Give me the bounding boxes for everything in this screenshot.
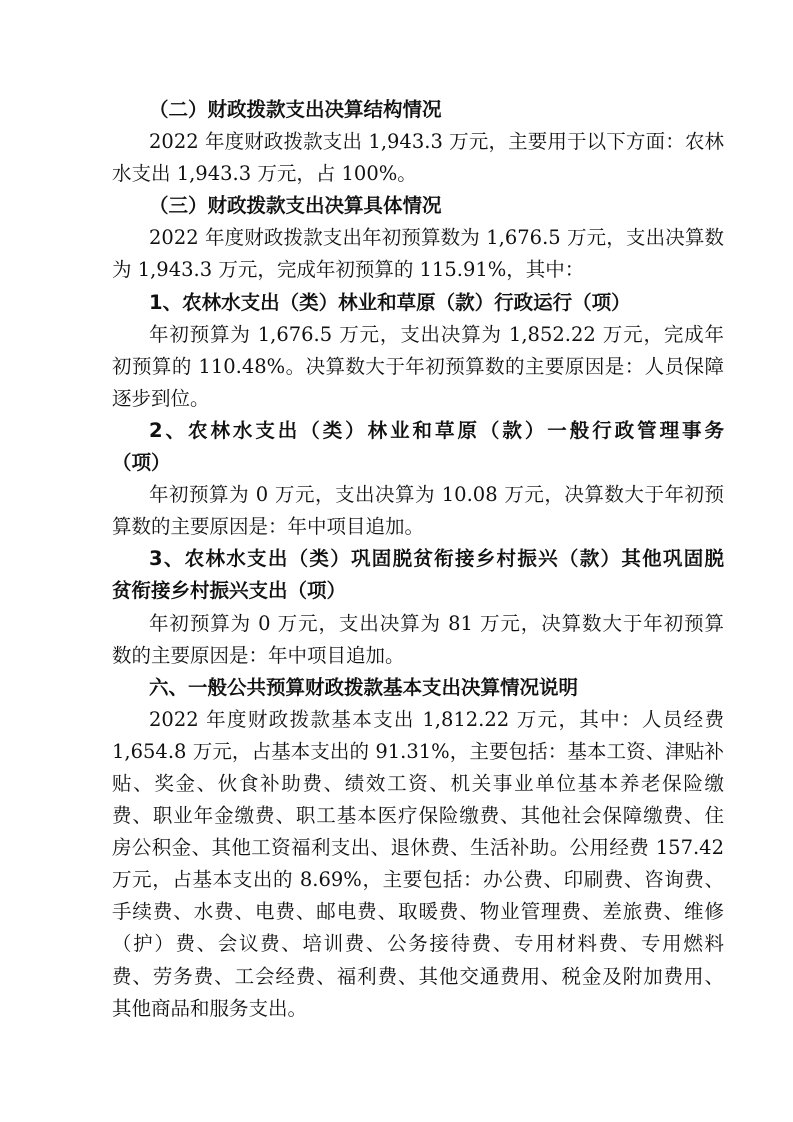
paragraph-line: 2022 年度财政拨款支出 1,943.3 万元，主要用于以下方面：农林 xyxy=(149,130,724,154)
paragraph-line: 费、职业年金缴费、职工基本医疗保险缴费、其他社会保障缴费、住 xyxy=(112,804,724,828)
paragraph-line: 房公积金、其他工资福利支出、退休费、生活补助。公用经费 157.42 xyxy=(112,836,724,860)
section-heading-line: 2、农林水支出（类）林业和草原（款）一般行政管理事务 xyxy=(149,418,724,442)
document-page xyxy=(112,94,724,1025)
section-heading-line: 六、一般公共预算财政拨款基本支出决算情况说明 xyxy=(149,675,579,699)
section-heading-line: 1、农林水支出（类）林业和草原（款）行政运行（项） xyxy=(149,290,631,314)
paragraph-line: 手续费、水费、电费、邮电费、取暖费、物业管理费、差旅费、维修 xyxy=(112,900,724,924)
paragraph-line: 数的主要原因是：年中项目追加。 xyxy=(112,643,405,667)
paragraph-line: 费、劳务费、工会经费、福利费、其他交通费用、税金及附加费用、 xyxy=(112,964,724,988)
section-heading-line: （二）财政拨款支出决算结构情况 xyxy=(149,98,442,121)
section-heading-line: 贫衔接乡村振兴支出（项） xyxy=(112,579,347,603)
paragraph-line: 万元，占基本支出的 8.69%，主要包括：办公费、印刷费、咨询费、 xyxy=(112,868,724,892)
paragraph-line: 其他商品和服务支出。 xyxy=(112,996,308,1020)
section-heading-line: （三）财政拨款支出决算具体情况 xyxy=(149,194,442,218)
paragraph-line: 2022 年度财政拨款支出年初预算数为 1,676.5 万元，支出决算数 xyxy=(149,226,724,250)
paragraph-line: 年初预算为 0 万元，支出决算为 81 万元，决算数大于年初预算 xyxy=(149,611,724,635)
paragraph-line: （护）费、会议费、培训费、公务接待费、专用材料费、专用燃料 xyxy=(112,932,724,956)
paragraph-line: 年初预算为 1,676.5 万元，支出决算为 1,852.22 万元，完成年 xyxy=(149,322,724,346)
paragraph-line: 为 1,943.3 万元，完成年初预算的 115.91%，其中： xyxy=(112,258,585,282)
paragraph-line: 1,654.8 万元，占基本支出的 91.31%，主要包括：基本工资、津贴补 xyxy=(112,739,724,763)
paragraph-line: 初预算的 110.48%。决算数大于年初预算数的主要原因是：人员保障 xyxy=(112,354,724,378)
section-heading-line: （项） xyxy=(112,451,171,475)
paragraph-line: 年初预算为 0 万元，支出决算为 10.08 万元，决算数大于年初预 xyxy=(149,483,724,507)
paragraph-line: 2022 年度财政拨款基本支出 1,812.22 万元，其中：人员经费 xyxy=(149,707,724,731)
paragraph-line: 逐步到位。 xyxy=(112,386,210,410)
paragraph-line: 水支出 1,943.3 万元，占 100%。 xyxy=(112,162,417,186)
section-heading-line: 3、农林水支出（类）巩固脱贫衔接乡村振兴（款）其他巩固脱 xyxy=(149,547,724,571)
paragraph-line: 贴、奖金、伙食补助费、绩效工资、机关事业单位基本养老保险缴 xyxy=(112,771,724,795)
paragraph-line: 算数的主要原因是：年中项目追加。 xyxy=(112,515,425,539)
